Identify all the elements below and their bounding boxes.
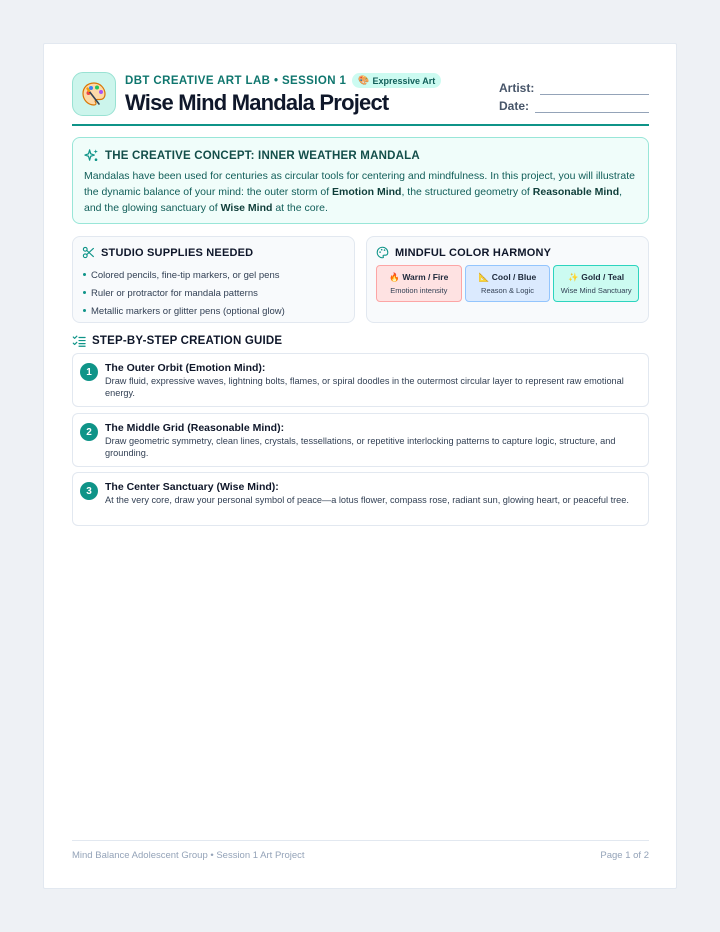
session-kicker: DBT CREATIVE ART LAB • SESSION 1 (125, 74, 347, 87)
guide-heading-text: STEP-BY-STEP CREATION GUIDE (92, 335, 283, 347)
kicker-row (125, 73, 441, 88)
artist-field[interactable] (499, 77, 649, 95)
concept-text (84, 168, 637, 216)
triangle-ruler-icon: 📐 (478, 272, 490, 282)
category-badge (352, 73, 441, 88)
header (72, 72, 649, 126)
concept-text-part: , the structured geometry of (401, 186, 533, 198)
step-number: 3 (80, 482, 98, 500)
concept-text-part: , and the glowing sanctuary of (84, 186, 623, 214)
step-title: The Middle Grid (Reasonable Mind): (105, 422, 285, 434)
supplies-card (72, 236, 355, 323)
step-body: At the very core, draw your personal symbol of peace—a lotus flower, compass rose, radiant sun, glowing heart, or peaceful tree. (105, 495, 629, 505)
palette-icon (72, 72, 116, 116)
swatch-cool (465, 265, 551, 302)
swatch-name (389, 272, 448, 283)
step-number: 1 (80, 363, 98, 381)
header-divider (72, 124, 649, 126)
page-number: Page 1 of 2 (600, 850, 649, 861)
badge-label: Expressive Art (372, 75, 436, 86)
swatch-name-text: Warm / Fire (402, 272, 449, 282)
step-body: Draw fluid, expressive waves, lightning bolts, flames, or spiral doodles in the outermost circular layer to represent raw emotional energy. (105, 376, 624, 398)
sparkles-icon (84, 148, 99, 163)
artist-line[interactable] (540, 83, 649, 95)
step-card (72, 353, 649, 407)
fire-icon: 🔥 (389, 272, 400, 282)
date-label: Date: (499, 99, 530, 113)
step-title: The Outer Orbit (Emotion Mind): (105, 362, 266, 374)
footer-left: Mind Balance Adolescent Group • Session 1 Art Project (72, 850, 305, 861)
list-item: Colored pencils, fine-tip markers, or gel pens (82, 266, 345, 284)
wise-mind-term: Wise Mind (220, 202, 273, 214)
concept-text-part: at the core. (272, 202, 328, 214)
supplies-heading (82, 246, 345, 259)
supplies-heading-text: STUDIO SUPPLIES NEEDED (101, 246, 254, 259)
palette-outline-icon (376, 246, 389, 259)
worksheet-page (43, 43, 677, 889)
list-item: Ruler or protractor for mandala patterns (82, 284, 345, 302)
harmony-heading-text: MINDFUL COLOR HARMONY (395, 246, 552, 259)
scissors-icon (82, 246, 95, 259)
supplies-list (82, 266, 345, 320)
page-footer (72, 840, 649, 861)
swatch-desc: Wise Mind Sanctuary (560, 286, 632, 295)
color-harmony-card (366, 236, 649, 323)
step-number: 2 (80, 423, 98, 441)
emotion-mind-term: Emotion Mind (332, 186, 402, 198)
concept-heading (84, 148, 637, 163)
artist-label: Artist: (499, 81, 535, 95)
concept-text-part: Mandalas have been used for centuries as circular tools for centering and mindfulness. In this project, you will illustrate the dynamic balance of your mind: the outer storm of (84, 170, 635, 198)
guide-heading (72, 334, 282, 348)
concept-card (72, 137, 649, 224)
step-card (72, 413, 649, 467)
palette-icon: 🎨 (358, 75, 370, 85)
swatch-row (376, 265, 639, 302)
harmony-heading (376, 246, 639, 259)
step-body: Draw geometric symmetry, clean lines, crystals, tessellations, or repetitive interlocking patterns to capture logic, structure, and grounding. (105, 436, 616, 458)
swatch-warm (376, 265, 462, 302)
page-title: Wise Mind Mandala Project (125, 90, 389, 115)
swatch-desc: Reason & Logic (481, 286, 534, 295)
concept-heading-text: THE CREATIVE CONCEPT: INNER WEATHER MANDALA (105, 149, 420, 162)
reasonable-mind-term: Reasonable Mind (532, 186, 620, 198)
date-line[interactable] (535, 101, 649, 113)
sparkles-icon: ✨ (568, 272, 579, 282)
swatch-desc: Emotion intensity (390, 286, 448, 295)
swatch-name-text: Cool / Blue (491, 272, 537, 282)
swatch-name (568, 272, 624, 283)
step-title: The Center Sanctuary (Wise Mind): (105, 481, 279, 493)
swatch-name-text: Gold / Teal (581, 272, 625, 282)
checklist-icon (72, 334, 86, 348)
swatch-gold (553, 265, 639, 302)
list-item: Metallic markers or glitter pens (optional glow) (82, 302, 345, 320)
meta-fields (499, 77, 649, 113)
swatch-name (479, 272, 536, 283)
date-field[interactable] (499, 95, 649, 113)
step-card (72, 472, 649, 526)
